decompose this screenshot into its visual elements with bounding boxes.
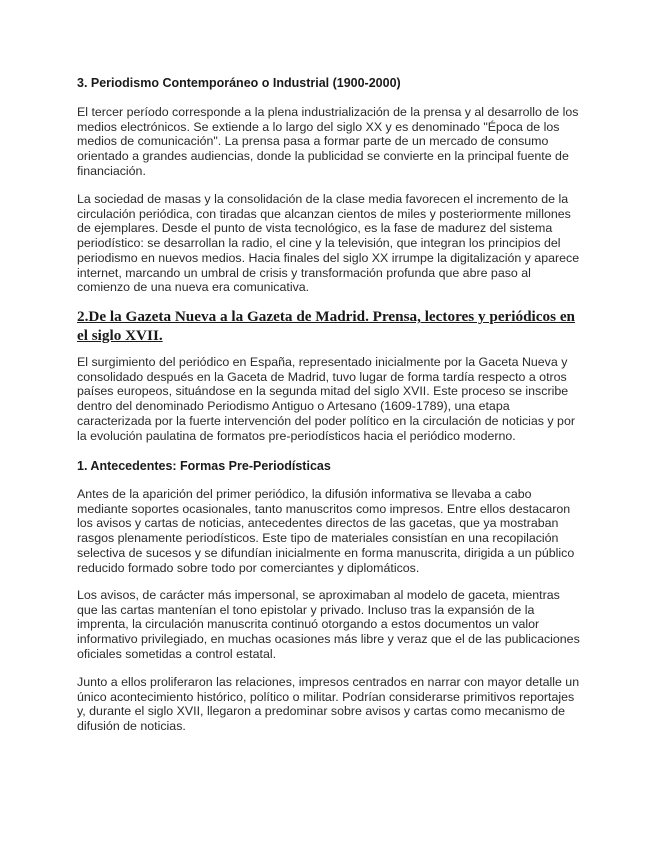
paragraph-antes-de-la-aparicion: Antes de la aparición del primer periódico, la difusión informativa se llevaba a cabo mediante soportes ocasionales, tanto manuscritos como impresos. Entre ellos destacaron los avisos y cartas de noticias, antecedentes directos de las gacetas, que ya mostraban rasgos plenamente periodísticos. Este tipo de materiales consistían en una recopilación selectiva de sucesos y se difundían inicialmente en forma manuscrita, dirigida a un público reducido formado sobre todo por comerciantes y diplomáticos.	[77, 487, 575, 575]
paragraph-sociedad-de-masas: La sociedad de masas y la consolidación de la clase media favorecen el incremento de la circulación periódica, con tiradas que alcanzan cientos de miles y posteriormente millones de ejemplares. Desde el punto de vista tecnológico, es la fase de madurez del sistema periodístico: se desarrollan la radio, el cine y la televisión, que integran los principios del periodismo en nuevos medios. Hacia finales del siglo XX irrumpe la digitalización y aparece internet, marcando un umbral de crisis y transformación profunda que abre paso al comienzo de una nueva era comunicativa.	[77, 192, 580, 295]
paragraph-junto-a-ellos: Junto a ellos proliferaron las relaciones, impresos centrados en narrar con mayor detalle un único acontecimiento histórico, político o militar. Podrían considerarse primitivos reportajes y, durante el siglo XVII, llegaron a predominar sobre avisos y cartas como mecanismo de difusión de noticias.	[77, 675, 580, 734]
section-heading-periodismo-contemporaneo: 3. Periodismo Contemporáneo o Industrial (1900-2000)	[77, 76, 401, 90]
paragraph-los-avisos: Los avisos, de carácter más impersonal, se aproximaban al modelo de gaceta, mientras que las cartas mantenían el tono epistolar y privado. Incluso tras la expansión de la imprenta, la circulación manuscrita continuó otorgando a estos documentos un valor informativo privilegiado, en muchas ocasiones más libre y veraz que el de las publicaciones oficiales sometidas a control estatal.	[77, 588, 580, 661]
paragraph-tercer-periodo: El tercer período corresponde a la plena industrialización de la prensa y al desarrollo de los medios electrónicos. Se extiende a lo largo del siglo XX y es denominado "Época de los medios de comunicación". La prensa pasa a formar parte de un mercado de consumo orientado a grandes audiencias, donde la publicidad se convierte en la principal fuente de financiación.	[77, 105, 579, 178]
paragraph-surgimiento-periodico: El surgimiento del periódico en España, representado inicialmente por la Gaceta Nueva y consolidado después en la Gaceta de Madrid, tuvo lugar de forma tardía respecto a otros países europeos, situándose en la segunda mitad del siglo XVII. Este proceso se inscribe dentro del denominado Periodismo Antiguo o Artesano (1609-1789), una etapa caracterizada por la fuerte intervención del poder político en la circulación de noticias y por la evolución paulatina de formatos pre-periodísticos hacia el periódico moderno.	[77, 355, 575, 443]
chapter-heading-gazeta: 2.De la Gazeta Nueva a la Gazeta de Madrid. Prensa, lectores y periódicos en el siglo XVII.	[77, 308, 576, 344]
section-heading-antecedentes: 1. Antecedentes: Formas Pre-Periodísticas	[77, 459, 331, 473]
